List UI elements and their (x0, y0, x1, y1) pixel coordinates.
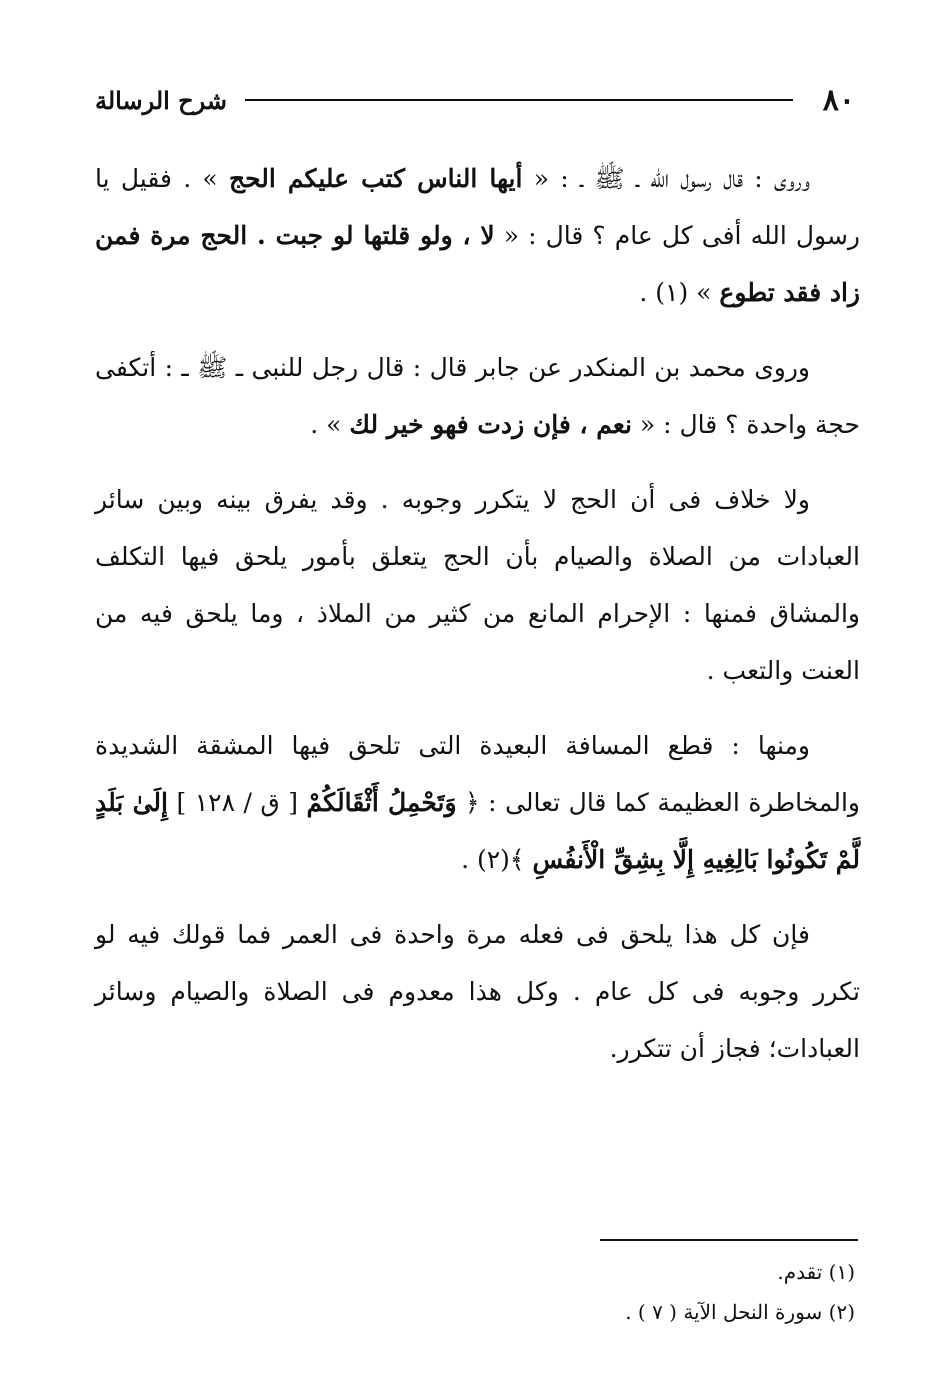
paragraph-4 (95, 717, 860, 888)
paragraph-5 (95, 906, 860, 1077)
bold-quote: نعم ، فإن زدت فهو خير لك (349, 410, 632, 439)
text-segment: ولا خلاف فى أن الحج لا يتكرر وجوبه . وقد يفرق بينه وبين سائر العبادات من الصلاة والصيام بأن الحج يتعلق بأمور يلحق فيها التكلف والمشاق فمنها : الإحرام المانع من كثير من الملاذ ، وما يلحق فيه من العنت والتعب . (95, 485, 860, 685)
running-title: شرح الرسالة (95, 85, 228, 115)
text-segment: ﴾(٢) . (461, 845, 533, 874)
text-segment: » . فقيل يا رسول الله أفى كل عام ؟ قال : « (95, 164, 860, 250)
paragraph-2 (95, 339, 860, 453)
text-segment: ومنها : قطع المسافة البعيدة التى تلحق فيها المشقة الشديدة والمخاطرة العظيمة كما قال تعالى : ﴿ (95, 731, 860, 817)
page-header (95, 80, 855, 120)
bold-quote: وَتَحْمِلُ أَثْقَالَكُمْ (306, 788, 457, 817)
header-rule (245, 99, 793, 101)
bold-quote: إِلَىٰ بَلَدٍ لَّمْ تَكُونُوا بَالِغِيهِ إِلَّا بِشِقِّ الْأَنفُسِ (95, 788, 860, 874)
text-segment: » (١) . (639, 278, 720, 307)
text-segment: فإن كل هذا يلحق فى فعله مرة واحدة فى العمر فما قولك فيه لو تكرر وجوبه فى كل عام . وكل هذا معدوم فى الصلاة والصيام وسائر العبادات؛ فجاز أن تتكرر. (95, 920, 860, 1063)
body-text (95, 150, 860, 1095)
footnote-1: (١) تقدم. (777, 1260, 855, 1284)
footnote-rule (600, 1239, 858, 1241)
footnote-2: (٢) سورة النحل الآية ( ٧ ) . (625, 1300, 855, 1324)
paragraph-3 (95, 471, 860, 699)
bold-quote: لا ، ولو قلتها لو جبت . الحج مرة فمن زاد فقد تطوع (95, 221, 860, 307)
footnotes (95, 1252, 855, 1332)
page-number: ٨٠ (822, 82, 855, 118)
text-segment: وروى : قال رسول الله ـ ﷺ ـ : « (522, 164, 810, 193)
text-segment: [ ق / ١٢٨ ] (168, 788, 307, 817)
bold-quote: أيها الناس كتب عليكم الحج (229, 164, 523, 193)
text-segment: » . (310, 410, 350, 439)
text-segment: وروى محمد بن المنكدر عن جابر قال : قال رجل للنبى ـ ﷺ ـ : أتكفى حجة واحدة ؟ قال : « (95, 353, 860, 439)
paragraph-1 (95, 150, 860, 321)
